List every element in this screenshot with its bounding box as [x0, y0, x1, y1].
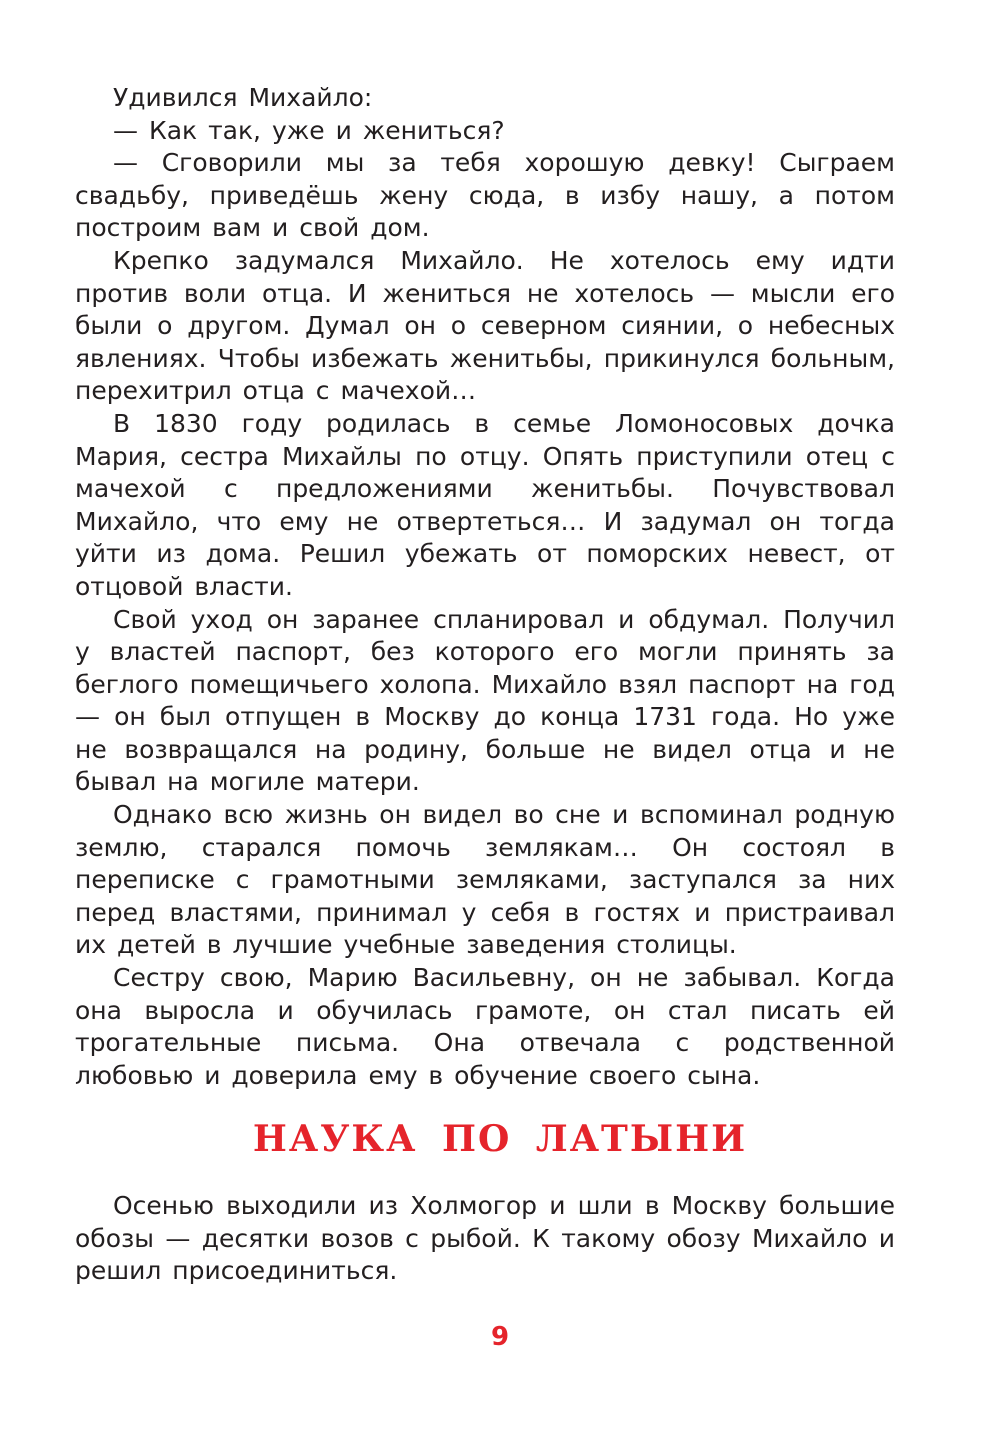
section-text	[75, 1190, 895, 1288]
paragraph: Сестру свою, Марию Васильевну, он не забывал. Когда она выросла и обучилась грамоте, он стал писать ей трогательные письма. Она отвечала с родственной любовью и доверила ему в обучение своего сына.	[75, 963, 895, 1090]
paragraph: — Сговорили мы за тебя хорошую девку! Сыграем свадьбу, приведёшь жену сюда, в избу нашу, а потом построим вам и свой дом.	[75, 148, 895, 243]
paragraph: Крепко задумался Михайло. Не хотелось ему идти против воли отца. И жениться не хотелось — мысли его были о другом. Думал он о северном сиянии, о небесных явлениях. Чтобы избежать женитьбы, прикинулся больным, перехитрил отца с мачехой…	[75, 245, 895, 406]
paragraph: В 1830 году родилась в семье Ломоносовых дочка Мария, сестра Михайлы по отцу. Опять приступили отец с мачехой с предложениями женитьбы. Почувствовал Михайло, что ему не отвертеться… И задумал он тогда уйти из дома. Решил убежать от поморских невест, от отцовой власти.	[75, 408, 895, 601]
paragraph: Однако всю жизнь он видел во сне и вспоминал родную землю, старался помочь землякам… Он состоял в переписке с грамотными земляками, заступался за них перед властями, принимал у себя в гостях и пристраивал их детей в лучшие учебные заведения столицы.	[75, 800, 895, 960]
paragraph: — Как так, уже и жениться?	[113, 115, 505, 145]
paragraph: Свой уход он заранее спланировал и обдумал. Получил у властей паспорт, без которого его могли принять за беглого помещичьего холопа. Михайло взял паспорт на год — он был отпущен в Москву до конца 1731 года. Но уже не возвращался на родину, больше не видел отца и не бывал на могиле матери.	[75, 604, 895, 797]
main-text	[75, 82, 895, 1092]
paragraph: Удивился Михайло:	[113, 83, 373, 112]
page-number: 9	[490, 1322, 510, 1352]
paragraph: Осенью выходили из Холмогор и шли в Москву большие обозы — десятки возов с рыбой. К такому обозу Михайло и решил присоединиться.	[75, 1191, 895, 1286]
section-heading: НАУКА ПО ЛАТЫНИ	[252, 1118, 748, 1160]
